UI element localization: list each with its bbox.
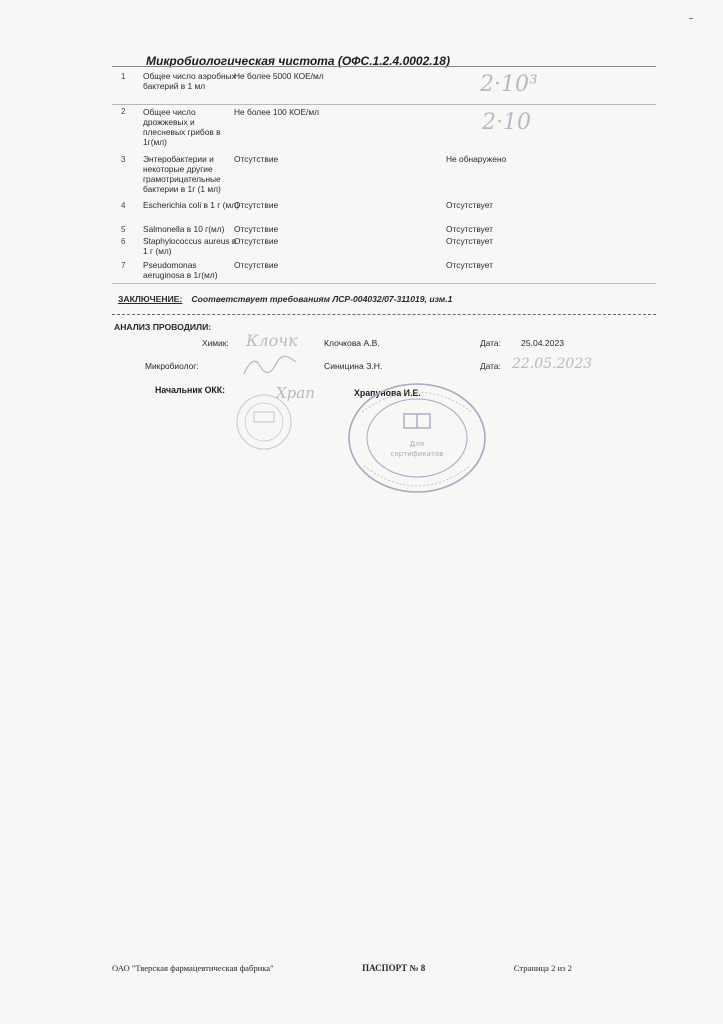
row-number: 4 [121, 201, 126, 210]
conclusion-text: Соответствует требованиям ЛСР-004032/07-311019, изм.1 [191, 294, 453, 304]
row-test-name: Salmonella в 10 г(мл) [143, 224, 225, 234]
scan-mark [689, 18, 693, 19]
head-name: Храпунова И.Е. [354, 388, 421, 398]
row-handwritten-result: 2·10³ [480, 72, 538, 97]
date-label: Дата: [480, 338, 501, 348]
signature-name: Синицина З.Н. [324, 361, 383, 371]
stamp-label-line2: сертификатов [390, 450, 444, 458]
signature-role: Микробиолог: [145, 361, 199, 371]
row-result: Отсутствует [446, 224, 493, 234]
row-requirement: Отсутствие [234, 236, 279, 246]
row-result: Отсутствует [446, 200, 493, 210]
row-handwritten-result: 2·10 [482, 110, 531, 135]
row-requirement: Отсутствие [234, 200, 279, 210]
row-test-name: Staphylococcus aureus в 1 г (мл) [143, 236, 237, 256]
conclusion-divider [112, 314, 656, 315]
analysis-heading: АНАЛИЗ ПРОВОДИЛИ: [114, 322, 212, 332]
row-number: 6 [121, 237, 126, 246]
conclusion [118, 294, 452, 304]
row-divider [112, 283, 656, 284]
row-number: 5 [121, 225, 126, 234]
row-test-name: Общее число дрожжевых и плесневых грибов в 1г(мл) [143, 107, 221, 147]
row-requirement: Отсутствие [234, 260, 279, 270]
microbiologist-signature [240, 352, 300, 380]
row-result: Не обнаружено [446, 154, 507, 164]
row-requirement: Не более 5000 КОЕ/мл [234, 71, 324, 81]
row-test-name: Энтеробактерии и некоторые другие грамотрицательные бактерии в 1г (1 мл) [143, 154, 221, 194]
signature-name: Клочкова А.В. [324, 338, 380, 348]
footer-passport: ПАСПОРТ № 8 [362, 963, 426, 973]
handwritten-signature: Клочк [246, 331, 298, 350]
row-number: 7 [121, 261, 126, 270]
row-number: 3 [121, 155, 126, 164]
head-handwritten-signature: Храп [276, 384, 315, 402]
row-test-name: Pseudomonas aeruginosa в 1г(мл) [143, 260, 218, 280]
handwritten-date: 22.05.2023 [512, 356, 593, 372]
head-role: Начальник ОКК: [155, 385, 226, 395]
document-title: Микробиологическая чистота (ОФС.1.2.4.0002.18) [146, 54, 450, 68]
round-stamp [346, 382, 488, 494]
row-result: Отсутствует [446, 236, 493, 246]
footer-company: ОАО "Тверская фармацевтическая фабрика" [112, 963, 274, 973]
row-requirement: Не более 100 КОЕ/мл [234, 107, 319, 117]
date-label: Дата: [480, 361, 501, 371]
row-test-name: Общее число аэробных бактерий в 1 мл [143, 71, 236, 91]
stamp-label-line1: Для [409, 440, 425, 448]
row-requirement: Отсутствие [234, 154, 279, 164]
title-underline [112, 66, 656, 67]
row-requirement: Отсутствие [234, 224, 279, 234]
signature-date: 25.04.2023 [521, 338, 565, 348]
footer-page-number: Страница 2 из 2 [513, 963, 572, 973]
signature-role: Химик: [202, 338, 229, 348]
row-number: 2 [121, 107, 126, 116]
page-footer [112, 963, 572, 973]
row-number: 1 [121, 72, 126, 81]
row-result: Отсутствует [446, 260, 493, 270]
row-test-name: Escherichia coli в 1 г (мл) [143, 200, 239, 210]
conclusion-label: ЗАКЛЮЧЕНИЕ: [118, 294, 183, 304]
row-divider [112, 104, 656, 105]
